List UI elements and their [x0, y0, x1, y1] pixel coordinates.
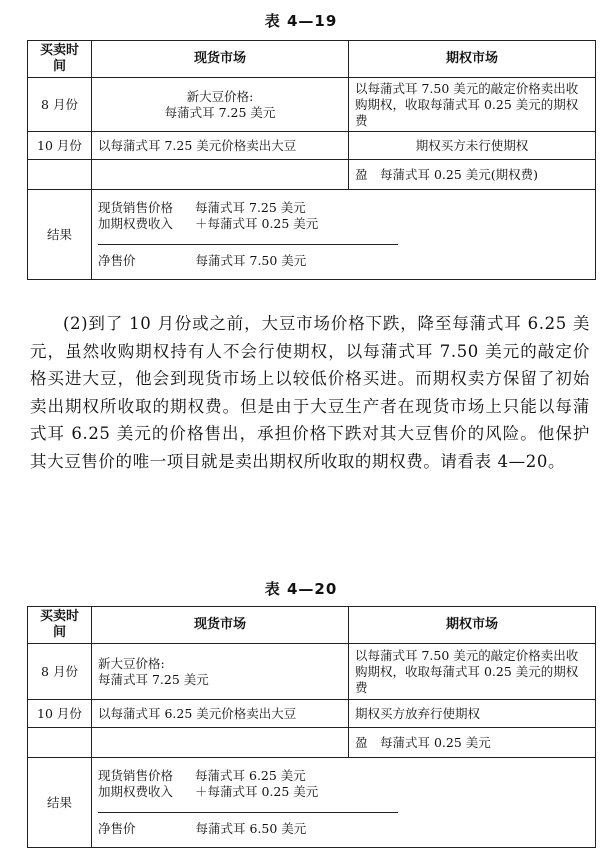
- table1-row-aug: [28, 78, 596, 132]
- table1-title: 表 4—19: [264, 12, 338, 30]
- table2-oct-option: 期权买方放弃行使期权: [349, 700, 596, 728]
- table2-result-divider: [98, 812, 398, 813]
- table2-result-line1: [98, 768, 589, 784]
- table2-result-line1-value: 每蒲式耳 6.25 美元: [195, 768, 306, 783]
- table1-row-profit: [28, 160, 596, 190]
- table1: [27, 40, 596, 280]
- table1-result-line1-label: 现货销售价格: [98, 200, 174, 215]
- table2-title: 表 4—20: [264, 580, 338, 598]
- table1-oct-option: 期权买方未行使期权: [349, 132, 596, 160]
- table2-header-spot: 现货市场: [92, 607, 349, 644]
- table2-oct-spot: 以每蒲式耳 6.25 美元价格卖出大豆: [92, 700, 349, 728]
- table2-row-profit: [28, 728, 596, 758]
- table2-row-oct: [28, 700, 596, 728]
- table1-result-divider: [98, 244, 398, 245]
- table1-result-time: 结果: [28, 190, 92, 280]
- table2-row-result: [28, 758, 596, 848]
- table2-row-aug: [28, 644, 596, 700]
- table1-aug-time: 8 月份: [28, 78, 92, 132]
- table1-result-line3: [98, 253, 589, 269]
- table2-result-line3: [98, 821, 589, 837]
- table2-aug-spot: [92, 644, 349, 700]
- table1-profit-option: 盈 每蒲式耳 0.25 美元(期权费): [349, 160, 596, 190]
- table2-aug-spot-line1: 新大豆价格:: [98, 655, 165, 671]
- table1-result-line3-label: 净售价: [98, 253, 136, 268]
- table1-result-line3-value: 每蒲式耳 7.50 美元: [195, 253, 307, 268]
- table2-result-line3-label: 净售价: [98, 821, 136, 836]
- table1-header-option: 期权市场: [349, 41, 596, 78]
- table1-result-line1-value: 每蒲式耳 7.25 美元: [195, 200, 306, 215]
- table1-result-line2: [98, 216, 589, 232]
- table1-aug-spot-line1: 新大豆价格:: [186, 88, 254, 104]
- table2-header-option: 期权市场: [349, 607, 596, 644]
- table1-aug-option: 以每蒲式耳 7.50 美元的敲定价格卖出收购期权，收取每蒲式耳 0.25 美元的期权费: [349, 78, 596, 132]
- body-paragraph-text: (2)到了 10 月份或之前，大豆市场价格下跌，降至每蒲式耳 6.25 美元，虽然收购期权持有人不会行使期权，以每蒲式耳 7.50 美元的敲定价格买进大豆，他会到现货市场上以较低价格买进。而期权卖方保留了初始卖出期权所收取的期权费。但是由于大豆生产者在现货市场上只能以每蒲式耳 6.25 美元的价格售出，承担价格下跌对其大豆售价的风险。他保护其大豆售价的唯一项目就是卖出期权所收取的期权费。请看表 4—20。: [30, 314, 590, 471]
- table1-result-line2-label: 加期权费收入: [98, 216, 174, 231]
- table1-result-cell: [92, 190, 596, 280]
- table2: [27, 606, 596, 848]
- table2-result-line2-label: 加期权费收入: [98, 784, 174, 799]
- table1-header-spot: 现货市场: [92, 41, 349, 78]
- table1-row-oct: [28, 132, 596, 160]
- table1-oct-time: 10 月份: [28, 132, 92, 160]
- table1-row-result: [28, 190, 596, 280]
- table2-aug-time: 8 月份: [28, 644, 92, 700]
- table1-oct-spot: 以每蒲式耳 7.25 美元价格卖出大豆: [92, 132, 349, 160]
- table1-result-line1: [98, 200, 589, 216]
- table1-header-row: [28, 41, 596, 78]
- table1-result-line2-value: ＋每蒲式耳 0.25 美元: [195, 216, 319, 231]
- table2-aug-spot-line2: 每蒲式耳 7.25 美元: [98, 671, 209, 687]
- table2-aug-option: 以每蒲式耳 7.50 美元的敲定价格卖出收购期权，收取每蒲式耳 0.25 美元的期权费: [349, 644, 596, 700]
- table2-header-row: [28, 607, 596, 644]
- table1-aug-spot: [92, 78, 349, 132]
- table2-result-line1-label: 现货销售价格: [98, 768, 174, 783]
- table2-profit-option: 盈 每蒲式耳 0.25 美元: [349, 728, 596, 758]
- table2-result-time: 结果: [28, 758, 92, 848]
- table2-result-line3-value: 每蒲式耳 6.50 美元: [195, 821, 307, 836]
- table2-result-line2: [98, 784, 589, 800]
- body-paragraph: [30, 310, 590, 476]
- table1-aug-spot-line2: 每蒲式耳 7.25 美元: [164, 104, 276, 120]
- table2-header-time: 买卖时间: [28, 607, 92, 644]
- table2-result-cell: [92, 758, 596, 848]
- table2-result-line2-value: ＋每蒲式耳 0.25 美元: [195, 784, 319, 799]
- table1-header-time: 买卖时间: [28, 41, 92, 78]
- table2-oct-time: 10 月份: [28, 700, 92, 728]
